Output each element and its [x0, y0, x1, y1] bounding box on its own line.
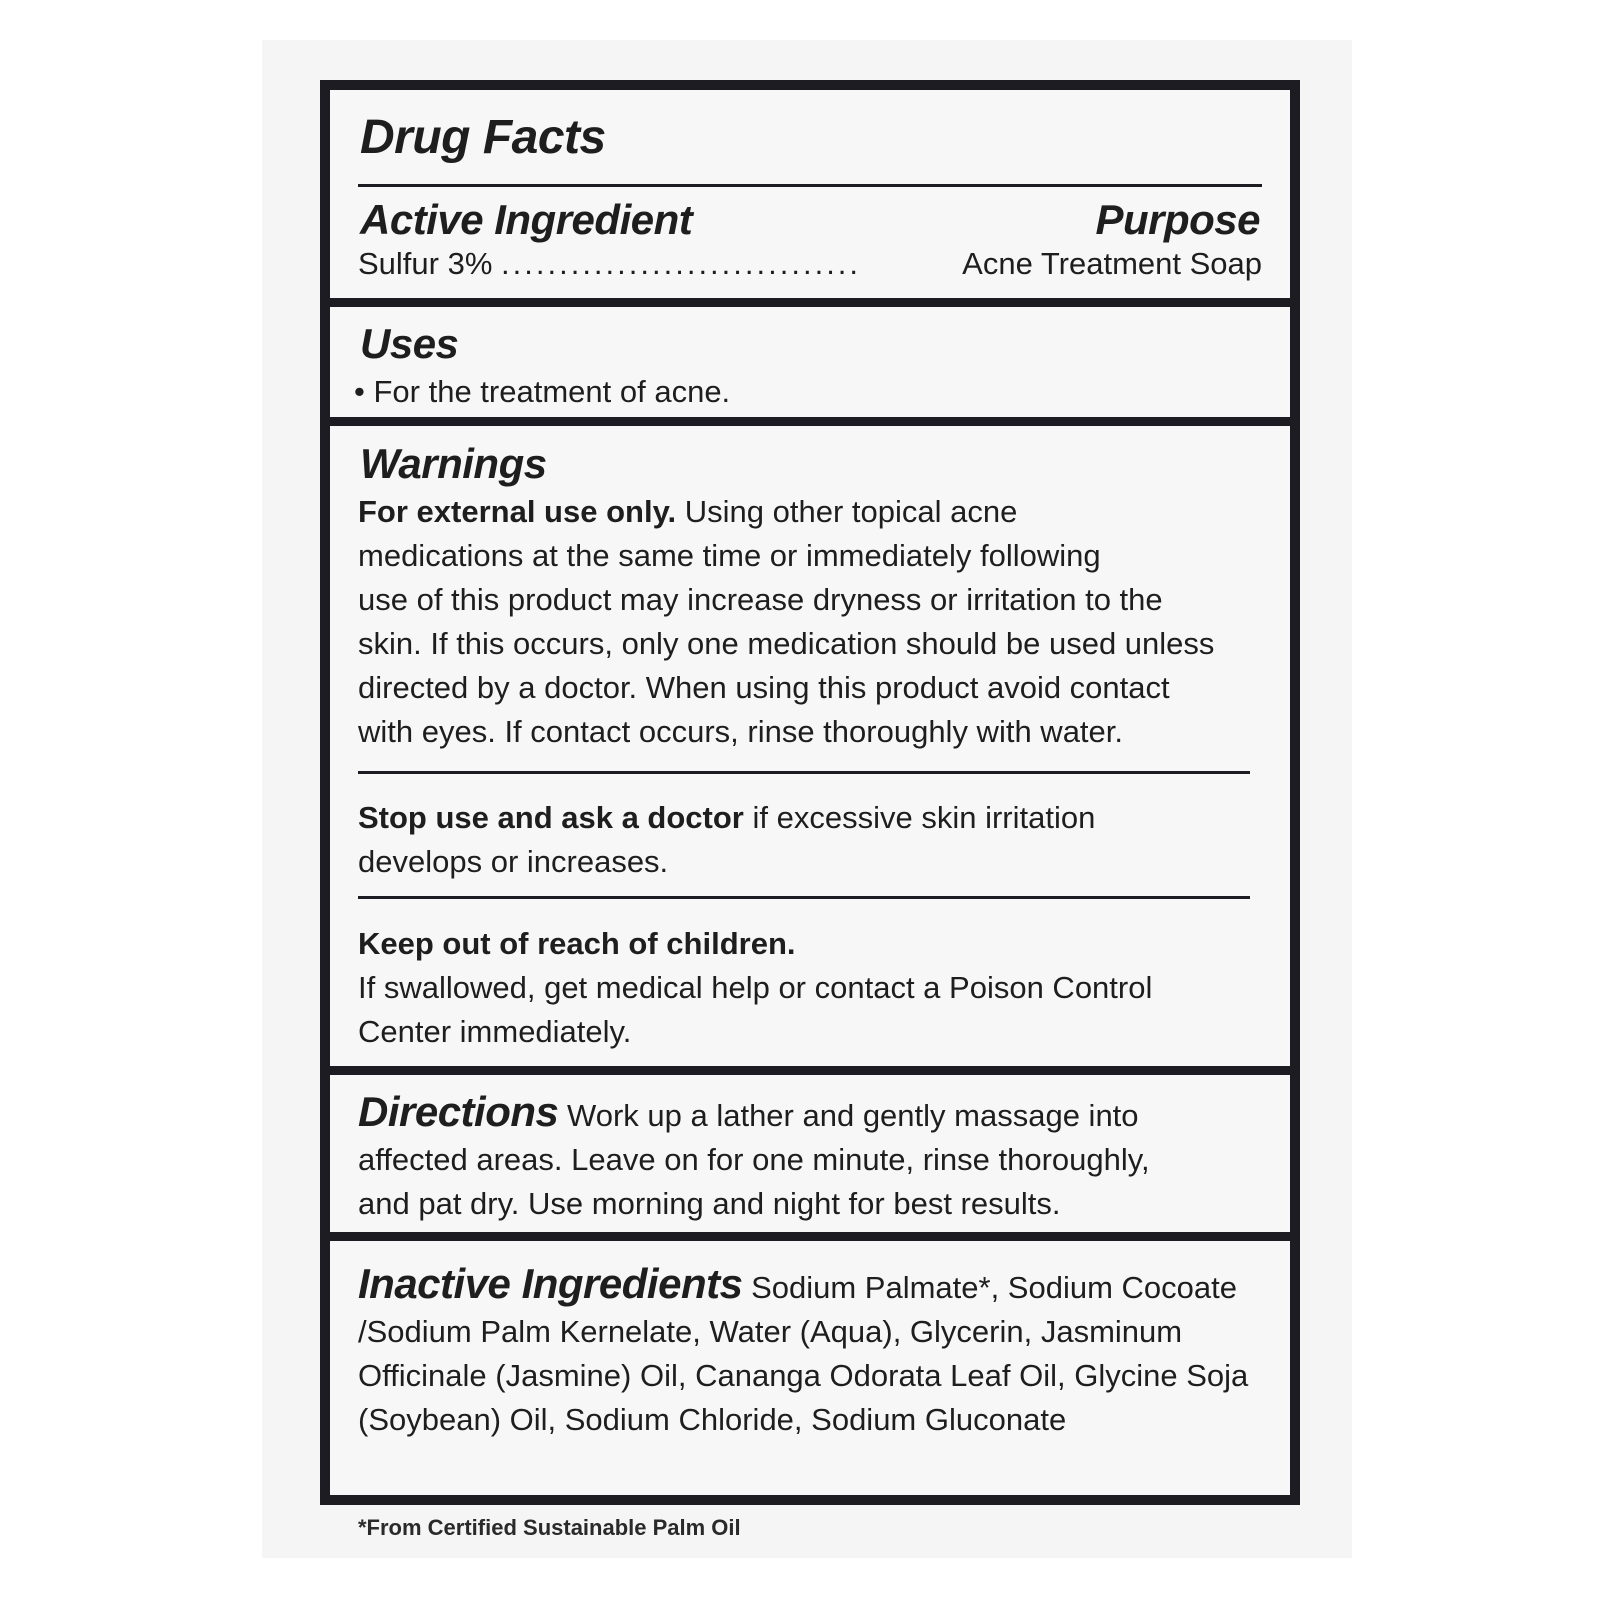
warnings-rule-2 — [358, 896, 1250, 899]
stop-use-bold: Stop use and ask a doctor — [358, 800, 744, 835]
stop-text-2: develops or increases. — [358, 844, 669, 879]
external-text-2: medications at the same time or immediately following — [358, 538, 1101, 573]
active-ingredient-row — [358, 242, 861, 286]
warnings-heading: Warnings — [360, 440, 547, 487]
external-text-1: Using other topical acne — [676, 494, 1018, 529]
keep-out-bold: Keep out of reach of children. — [358, 926, 796, 961]
directions-heading: Directions — [358, 1088, 559, 1135]
drug-facts-panel — [320, 80, 1300, 1505]
divider-warnings-directions — [330, 1066, 1290, 1075]
divider-uses-warnings — [330, 417, 1290, 426]
external-text-5: directed by a doctor. When using this product avoid contact — [358, 670, 1170, 705]
active-ingredient-purpose: Acne Treatment Soap — [962, 246, 1262, 281]
directions-block — [358, 1090, 1258, 1226]
keep-text-2: Center immediately. — [358, 1014, 632, 1049]
bullet-icon: • — [354, 374, 365, 409]
inactive-heading: Inactive Ingredients — [358, 1260, 743, 1307]
directions-text-1: Work up a lather and gently massage into — [558, 1098, 1139, 1133]
warnings-external-block — [358, 490, 1258, 754]
leader-dots: ............................... — [501, 246, 862, 281]
active-ingredient-heading: Active Ingredient — [360, 196, 693, 243]
warnings-stop-block — [358, 796, 1258, 884]
drug-facts-title: Drug Facts — [360, 111, 606, 164]
stop-text-1: if excessive skin irritation — [743, 800, 1096, 835]
title-rule — [358, 184, 1262, 187]
warnings-rule-1 — [358, 771, 1250, 774]
inactive-block — [358, 1262, 1268, 1442]
active-ingredient-name: Sulfur 3% — [358, 246, 493, 281]
palm-oil-footnote: *From Certified Sustainable Palm Oil — [358, 1515, 741, 1540]
external-text-3: use of this product may increase dryness or irritation to the — [358, 582, 1163, 617]
external-text-6: with eyes. If contact occurs, rinse thoroughly with water. — [358, 714, 1124, 749]
directions-text-3: and pat dry. Use morning and night for best results. — [358, 1186, 1061, 1221]
inactive-text-4: (Soybean) Oil, Sodium Chloride, Sodium Gluconate — [358, 1402, 1067, 1437]
inactive-text-3: Officinale (Jasmine) Oil, Cananga Odorata Leaf Oil, Glycine Soja — [358, 1358, 1249, 1393]
external-text-4: skin. If this occurs, only one medication should be used unless — [358, 626, 1215, 661]
inactive-text-1: Sodium Palmate*, Sodium Cocoate — [742, 1270, 1237, 1305]
divider-active-uses — [330, 298, 1290, 307]
keep-text-1: If swallowed, get medical help or contact a Poison Control — [358, 970, 1153, 1005]
inactive-text-2: /Sodium Palm Kernelate, Water (Aqua), Glycerin, Jasminum — [358, 1314, 1183, 1349]
purpose-heading: Purpose — [1095, 196, 1260, 243]
uses-item-text: For the treatment of acne. — [373, 374, 731, 409]
uses-item — [354, 370, 730, 414]
external-use-bold: For external use only. — [358, 494, 677, 529]
uses-heading: Uses — [360, 320, 459, 367]
divider-directions-inactive — [330, 1232, 1290, 1241]
directions-text-2: affected areas. Leave on for one minute, rinse thoroughly, — [358, 1142, 1150, 1177]
warnings-keep-block — [358, 922, 1258, 1054]
